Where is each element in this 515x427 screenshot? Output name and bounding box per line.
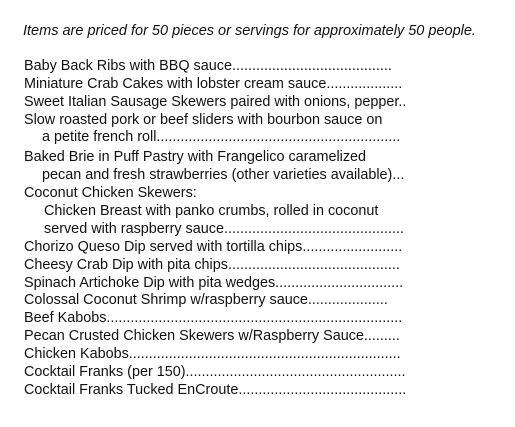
menu-line-baked-brie: Baked Brie in Puff Pastry with Frangelico caramelized <box>24 149 367 165</box>
menu-line-franks-encroute: Cocktail Franks Tucked EnCroute.......................................... <box>24 382 407 398</box>
menu-line-sausage-skewers: Sweet Italian Sausage Skewers paired with onions, pepper.. <box>24 94 407 110</box>
menu-line-coconut-chicken: Coconut Chicken Skewers: <box>24 185 197 201</box>
menu-line-baked-brie-cont: pecan and fresh strawberries (other varieties available)... <box>42 167 405 183</box>
menu-line-crab-cakes: Miniature Crab Cakes with lobster cream sauce................... <box>24 76 403 92</box>
menu-line-chorizo-dip: Chorizo Queso Dip served with tortilla chips......................... <box>24 239 403 255</box>
menu-line-spinach-dip: Spinach Artichoke Dip with pita wedges................................ <box>24 275 404 291</box>
menu-line-crab-dip: Cheesy Crab Dip with pita chips........................................... <box>24 257 400 273</box>
menu-line-baby-back-ribs: Baby Back Ribs with BBQ sauce........................................ <box>24 58 392 74</box>
menu-line-pecan-chicken: Pecan Crusted Chicken Skewers w/Raspberry Sauce......... <box>24 328 400 344</box>
menu-line-sliders: Slow roasted pork or beef sliders with bourbon sauce on <box>24 112 383 128</box>
menu-line-sliders-cont: a petite french roll............................................................. <box>42 129 401 145</box>
menu-line-chicken-kabobs: Chicken Kabobs.................................................................... <box>24 346 401 362</box>
menu-line-coconut-chicken-desc: Chicken Breast with panko crumbs, rolled in coconut <box>44 203 379 219</box>
intro-note: Items are priced for 50 pieces or servings for approximately 50 people. <box>23 23 476 39</box>
menu-line-beef-kabobs: Beef Kabobs.......................................................................... <box>24 310 403 326</box>
menu-line-coconut-shrimp: Colossal Coconut Shrimp w/raspberry sauce.................... <box>24 292 388 308</box>
menu-line-coconut-chicken-desc-cont: served with raspberry sauce............................................. <box>44 221 404 237</box>
menu-line-cocktail-franks: Cocktail Franks (per 150)....................................................... <box>24 364 406 380</box>
